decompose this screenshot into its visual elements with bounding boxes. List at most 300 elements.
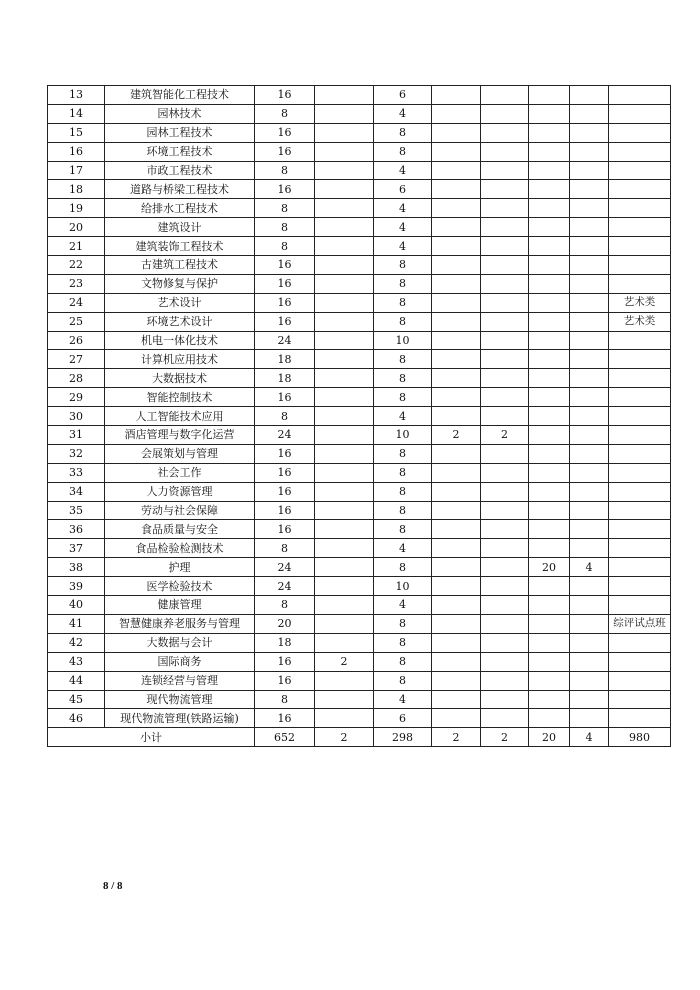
value-cell	[481, 539, 529, 558]
value-cell	[481, 369, 529, 388]
value-cell: 16	[255, 274, 315, 293]
value-cell	[432, 577, 481, 596]
table-row	[48, 482, 671, 501]
major-name-cell: 大数据技术	[105, 369, 255, 388]
value-cell	[315, 577, 374, 596]
row-number-cell: 37	[48, 539, 105, 558]
table-row	[48, 218, 671, 237]
value-cell	[529, 312, 570, 331]
value-cell	[481, 293, 529, 312]
value-cell	[432, 539, 481, 558]
value-cell: 8	[374, 293, 432, 312]
note-cell	[609, 142, 671, 161]
value-cell: 8	[255, 407, 315, 426]
value-cell	[529, 86, 570, 105]
note-cell	[609, 369, 671, 388]
value-cell: 4	[374, 218, 432, 237]
subtotal-cell: 2	[315, 728, 374, 747]
value-cell	[432, 463, 481, 482]
table-row	[48, 312, 671, 331]
value-cell	[481, 180, 529, 199]
major-name-cell: 医学检验技术	[105, 577, 255, 596]
value-cell: 24	[255, 577, 315, 596]
row-number-cell: 25	[48, 312, 105, 331]
value-cell	[315, 596, 374, 615]
value-cell	[481, 652, 529, 671]
value-cell	[315, 444, 374, 463]
value-cell	[481, 312, 529, 331]
value-cell	[315, 426, 374, 445]
table-body	[48, 86, 671, 728]
value-cell	[529, 407, 570, 426]
value-cell	[481, 671, 529, 690]
value-cell	[481, 123, 529, 142]
note-cell	[609, 180, 671, 199]
value-cell: 16	[255, 388, 315, 407]
major-name-cell: 酒店管理与数字化运营	[105, 426, 255, 445]
note-cell: 综评试点班	[609, 614, 671, 633]
value-cell	[315, 520, 374, 539]
major-name-cell: 护理	[105, 558, 255, 577]
table-row	[48, 123, 671, 142]
value-cell	[432, 407, 481, 426]
value-cell: 8	[255, 596, 315, 615]
value-cell	[315, 482, 374, 501]
subtotal-cell: 298	[374, 728, 432, 747]
value-cell	[570, 690, 609, 709]
value-cell	[529, 463, 570, 482]
value-cell: 16	[255, 86, 315, 105]
value-cell	[570, 671, 609, 690]
row-number-cell: 45	[48, 690, 105, 709]
value-cell	[570, 501, 609, 520]
value-cell	[481, 558, 529, 577]
page-number: 8 / 8	[103, 880, 123, 892]
row-number-cell: 44	[48, 671, 105, 690]
value-cell	[529, 237, 570, 256]
value-cell	[432, 388, 481, 407]
row-number-cell: 13	[48, 86, 105, 105]
major-name-cell: 劳动与社会保障	[105, 501, 255, 520]
subtotal-cell: 4	[570, 728, 609, 747]
major-name-cell: 智慧健康养老服务与管理	[105, 614, 255, 633]
note-cell	[609, 331, 671, 350]
major-name-cell: 智能控制技术	[105, 388, 255, 407]
value-cell	[315, 104, 374, 123]
value-cell	[529, 596, 570, 615]
value-cell	[529, 501, 570, 520]
row-number-cell: 26	[48, 331, 105, 350]
value-cell	[529, 180, 570, 199]
enrollment-plan-table	[47, 85, 671, 747]
value-cell: 8	[374, 652, 432, 671]
value-cell	[432, 293, 481, 312]
value-cell: 4	[374, 690, 432, 709]
value-cell	[315, 407, 374, 426]
value-cell: 4	[374, 539, 432, 558]
value-cell	[315, 293, 374, 312]
major-name-cell: 艺术设计	[105, 293, 255, 312]
subtotal-label: 小计	[48, 728, 255, 747]
value-cell	[315, 331, 374, 350]
value-cell	[570, 407, 609, 426]
value-cell: 8	[255, 199, 315, 218]
value-cell: 18	[255, 633, 315, 652]
table-row	[48, 180, 671, 199]
value-cell	[315, 237, 374, 256]
value-cell: 24	[255, 558, 315, 577]
value-cell	[570, 237, 609, 256]
table-row	[48, 369, 671, 388]
value-cell	[432, 256, 481, 275]
value-cell	[432, 652, 481, 671]
value-cell	[432, 86, 481, 105]
note-cell	[609, 539, 671, 558]
value-cell	[315, 161, 374, 180]
value-cell	[529, 104, 570, 123]
value-cell	[570, 256, 609, 275]
value-cell	[481, 501, 529, 520]
row-number-cell: 19	[48, 199, 105, 218]
value-cell: 10	[374, 577, 432, 596]
value-cell	[432, 123, 481, 142]
value-cell	[481, 388, 529, 407]
value-cell	[315, 709, 374, 728]
value-cell	[529, 539, 570, 558]
subtotal-cell: 20	[529, 728, 570, 747]
row-number-cell: 41	[48, 614, 105, 633]
value-cell	[481, 104, 529, 123]
note-cell	[609, 690, 671, 709]
note-cell	[609, 577, 671, 596]
value-cell	[432, 482, 481, 501]
note-cell	[609, 123, 671, 142]
value-cell	[432, 274, 481, 293]
value-cell	[529, 331, 570, 350]
major-name-cell: 现代物流管理(铁路运输)	[105, 709, 255, 728]
table-row	[48, 237, 671, 256]
value-cell: 2	[432, 426, 481, 445]
value-cell: 6	[374, 86, 432, 105]
value-cell	[432, 558, 481, 577]
value-cell: 8	[255, 104, 315, 123]
major-name-cell: 给排水工程技术	[105, 199, 255, 218]
value-cell: 8	[374, 256, 432, 275]
table-row	[48, 577, 671, 596]
row-number-cell: 21	[48, 237, 105, 256]
value-cell	[570, 104, 609, 123]
major-name-cell: 人力资源管理	[105, 482, 255, 501]
value-cell	[529, 426, 570, 445]
value-cell: 8	[374, 444, 432, 463]
major-name-cell: 市政工程技术	[105, 161, 255, 180]
value-cell	[432, 520, 481, 539]
value-cell	[481, 709, 529, 728]
row-number-cell: 32	[48, 444, 105, 463]
value-cell: 8	[374, 633, 432, 652]
major-name-cell: 人工智能技术应用	[105, 407, 255, 426]
value-cell	[432, 161, 481, 180]
note-cell	[609, 501, 671, 520]
note-cell	[609, 558, 671, 577]
value-cell	[315, 539, 374, 558]
value-cell	[315, 558, 374, 577]
row-number-cell: 27	[48, 350, 105, 369]
value-cell	[570, 180, 609, 199]
value-cell: 8	[374, 123, 432, 142]
value-cell: 8	[374, 388, 432, 407]
value-cell	[529, 709, 570, 728]
note-cell	[609, 407, 671, 426]
row-number-cell: 18	[48, 180, 105, 199]
value-cell	[315, 312, 374, 331]
value-cell	[529, 577, 570, 596]
value-cell	[315, 199, 374, 218]
value-cell: 18	[255, 350, 315, 369]
value-cell	[481, 142, 529, 161]
value-cell: 6	[374, 709, 432, 728]
table-row	[48, 614, 671, 633]
major-name-cell: 国际商务	[105, 652, 255, 671]
value-cell	[481, 86, 529, 105]
value-cell	[529, 142, 570, 161]
value-cell	[315, 256, 374, 275]
value-cell: 8	[255, 218, 315, 237]
row-number-cell: 46	[48, 709, 105, 728]
value-cell	[315, 690, 374, 709]
value-cell: 6	[374, 180, 432, 199]
value-cell	[432, 142, 481, 161]
value-cell	[432, 671, 481, 690]
row-number-cell: 40	[48, 596, 105, 615]
value-cell	[432, 199, 481, 218]
note-cell	[609, 671, 671, 690]
note-cell	[609, 256, 671, 275]
value-cell	[570, 444, 609, 463]
value-cell: 24	[255, 426, 315, 445]
row-number-cell: 29	[48, 388, 105, 407]
note-cell	[609, 218, 671, 237]
value-cell	[529, 482, 570, 501]
value-cell	[529, 123, 570, 142]
value-cell	[315, 142, 374, 161]
value-cell: 16	[255, 652, 315, 671]
row-number-cell: 22	[48, 256, 105, 275]
subtotal-cell: 2	[432, 728, 481, 747]
value-cell	[529, 199, 570, 218]
value-cell	[432, 369, 481, 388]
value-cell	[432, 633, 481, 652]
note-cell	[609, 709, 671, 728]
value-cell: 16	[255, 312, 315, 331]
table-row	[48, 463, 671, 482]
table-row	[48, 350, 671, 369]
major-name-cell: 园林技术	[105, 104, 255, 123]
value-cell	[570, 463, 609, 482]
major-name-cell: 道路与桥梁工程技术	[105, 180, 255, 199]
value-cell: 16	[255, 709, 315, 728]
value-cell	[315, 633, 374, 652]
value-cell: 4	[374, 199, 432, 218]
row-number-cell: 24	[48, 293, 105, 312]
note-cell	[609, 274, 671, 293]
table-row	[48, 293, 671, 312]
value-cell: 16	[255, 463, 315, 482]
value-cell	[315, 369, 374, 388]
value-cell: 16	[255, 293, 315, 312]
subtotal-cell: 652	[255, 728, 315, 747]
value-cell	[570, 426, 609, 445]
value-cell: 10	[374, 331, 432, 350]
value-cell	[570, 293, 609, 312]
value-cell	[570, 652, 609, 671]
value-cell	[432, 444, 481, 463]
note-cell	[609, 161, 671, 180]
value-cell: 4	[374, 104, 432, 123]
value-cell: 8	[374, 463, 432, 482]
value-cell: 20	[255, 614, 315, 633]
value-cell	[570, 388, 609, 407]
value-cell: 8	[374, 501, 432, 520]
row-number-cell: 43	[48, 652, 105, 671]
value-cell: 8	[255, 539, 315, 558]
major-name-cell: 连锁经营与管理	[105, 671, 255, 690]
value-cell: 20	[529, 558, 570, 577]
value-cell	[570, 274, 609, 293]
table-row	[48, 388, 671, 407]
value-cell	[432, 218, 481, 237]
table-row	[48, 104, 671, 123]
value-cell	[481, 444, 529, 463]
major-name-cell: 文物修复与保护	[105, 274, 255, 293]
note-cell: 艺术类	[609, 312, 671, 331]
value-cell: 8	[255, 161, 315, 180]
row-number-cell: 16	[48, 142, 105, 161]
value-cell	[315, 123, 374, 142]
value-cell: 16	[255, 180, 315, 199]
table-row	[48, 86, 671, 105]
note-cell	[609, 86, 671, 105]
value-cell	[570, 482, 609, 501]
value-cell	[529, 690, 570, 709]
value-cell	[570, 633, 609, 652]
value-cell	[529, 614, 570, 633]
note-cell	[609, 237, 671, 256]
value-cell	[570, 218, 609, 237]
major-name-cell: 大数据与会计	[105, 633, 255, 652]
value-cell	[315, 501, 374, 520]
row-number-cell: 38	[48, 558, 105, 577]
value-cell	[315, 388, 374, 407]
major-name-cell: 现代物流管理	[105, 690, 255, 709]
value-cell	[570, 539, 609, 558]
value-cell: 8	[374, 142, 432, 161]
major-name-cell: 计算机应用技术	[105, 350, 255, 369]
value-cell: 8	[374, 369, 432, 388]
value-cell	[570, 86, 609, 105]
value-cell: 18	[255, 369, 315, 388]
value-cell	[481, 520, 529, 539]
row-number-cell: 14	[48, 104, 105, 123]
table-row	[48, 539, 671, 558]
value-cell	[315, 218, 374, 237]
table-row	[48, 256, 671, 275]
note-cell: 艺术类	[609, 293, 671, 312]
value-cell	[570, 520, 609, 539]
value-cell	[315, 86, 374, 105]
value-cell	[529, 369, 570, 388]
value-cell: 8	[374, 350, 432, 369]
value-cell: 16	[255, 256, 315, 275]
value-cell: 8	[255, 690, 315, 709]
value-cell: 16	[255, 142, 315, 161]
value-cell	[570, 123, 609, 142]
value-cell	[432, 709, 481, 728]
note-cell	[609, 426, 671, 445]
table-row	[48, 709, 671, 728]
note-cell	[609, 482, 671, 501]
value-cell	[570, 199, 609, 218]
row-number-cell: 42	[48, 633, 105, 652]
value-cell	[570, 369, 609, 388]
value-cell	[481, 350, 529, 369]
note-cell	[609, 199, 671, 218]
value-cell	[481, 256, 529, 275]
table-row	[48, 558, 671, 577]
row-number-cell: 30	[48, 407, 105, 426]
table-row	[48, 331, 671, 350]
table-row	[48, 426, 671, 445]
value-cell	[315, 180, 374, 199]
value-cell	[315, 274, 374, 293]
value-cell: 16	[255, 123, 315, 142]
value-cell	[481, 199, 529, 218]
value-cell: 10	[374, 426, 432, 445]
value-cell: 4	[374, 596, 432, 615]
value-cell: 2	[315, 652, 374, 671]
value-cell	[570, 596, 609, 615]
row-number-cell: 33	[48, 463, 105, 482]
value-cell	[432, 350, 481, 369]
note-cell	[609, 520, 671, 539]
value-cell	[432, 614, 481, 633]
table-row	[48, 652, 671, 671]
note-cell	[609, 633, 671, 652]
subtotal-row	[48, 728, 671, 747]
row-number-cell: 28	[48, 369, 105, 388]
value-cell	[570, 350, 609, 369]
value-cell	[529, 388, 570, 407]
value-cell: 16	[255, 520, 315, 539]
note-cell	[609, 463, 671, 482]
table-row	[48, 199, 671, 218]
value-cell	[529, 256, 570, 275]
value-cell	[529, 633, 570, 652]
value-cell: 16	[255, 501, 315, 520]
table-row	[48, 274, 671, 293]
table-row	[48, 690, 671, 709]
row-number-cell: 34	[48, 482, 105, 501]
value-cell	[481, 161, 529, 180]
table-row	[48, 161, 671, 180]
row-number-cell: 35	[48, 501, 105, 520]
value-cell: 8	[374, 614, 432, 633]
value-cell: 8	[255, 237, 315, 256]
note-cell	[609, 596, 671, 615]
row-number-cell: 17	[48, 161, 105, 180]
value-cell	[481, 407, 529, 426]
major-name-cell: 园林工程技术	[105, 123, 255, 142]
